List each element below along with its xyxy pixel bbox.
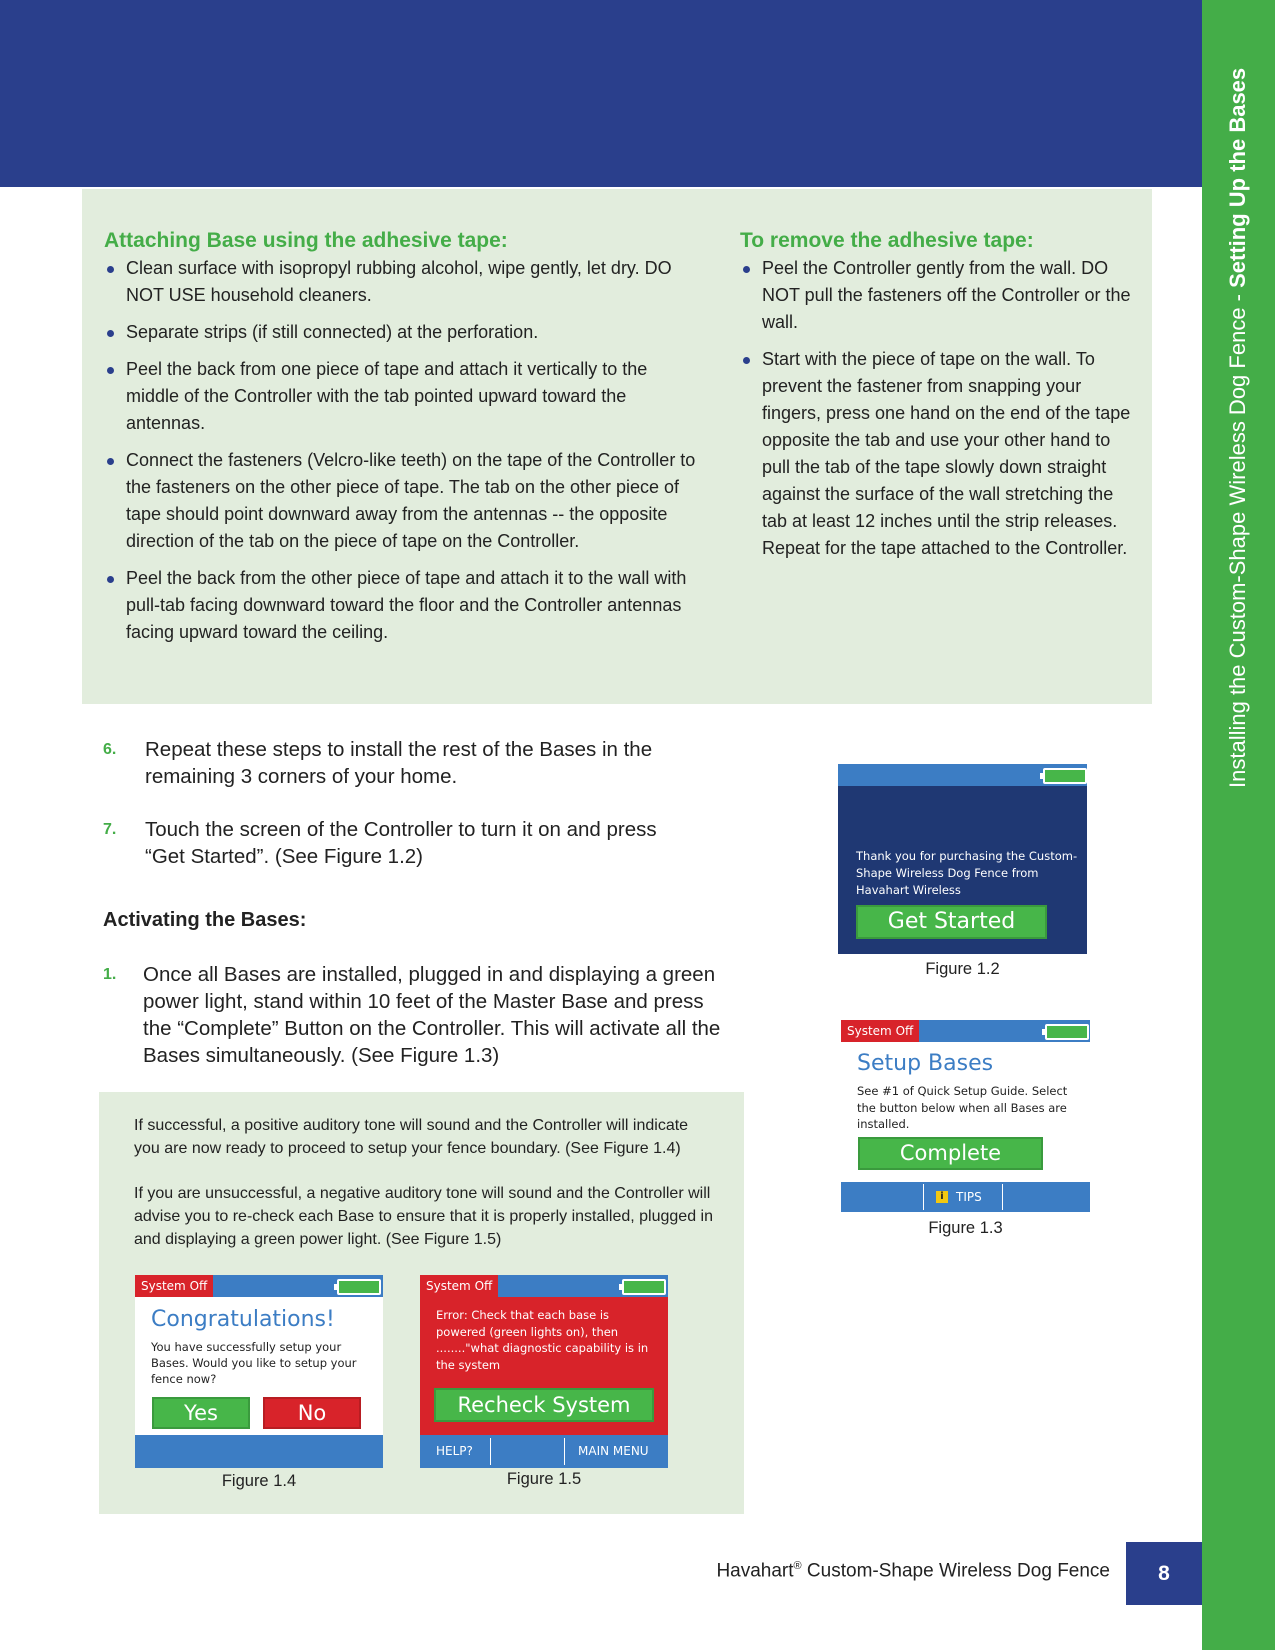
info-icon: i xyxy=(936,1191,948,1203)
attach-column xyxy=(104,229,704,656)
step-number: 1. xyxy=(103,966,117,983)
yes-button[interactable]: Yes xyxy=(152,1397,250,1429)
setup-bases-title: Setup Bases xyxy=(857,1051,994,1076)
divider xyxy=(923,1184,924,1210)
step-number: 7. xyxy=(103,821,117,838)
adhesive-tape-box xyxy=(82,189,1152,704)
failure-note: If you are unsuccessful, a negative auditory tone will sound and the Controller will advise you to re-check each Base to ensure that it is properly installed, plugged in and displaying a green power light. (See Figure 1.5) xyxy=(134,1185,713,1248)
activating-heading: Activating the Bases: xyxy=(103,909,307,931)
figure-1-5-screen xyxy=(420,1275,668,1468)
battery-icon xyxy=(1045,1024,1089,1040)
bottom-bar xyxy=(420,1435,668,1468)
system-off-label: System Off xyxy=(420,1275,498,1297)
footer-product-name: Havahart® Custom-Shape Wireless Dog Fence xyxy=(716,1560,1110,1582)
list-item: Peel the back from one piece of tape and attach it vertically to the middle of the Controller with the tab pointed upward toward the antennas. xyxy=(104,356,704,437)
figure-1-3-screen xyxy=(841,1020,1090,1212)
divider xyxy=(490,1438,491,1465)
system-off-label: System Off xyxy=(841,1020,919,1042)
battery-icon xyxy=(622,1279,666,1295)
bottom-bar xyxy=(841,1182,1090,1212)
thank-you-message: Thank you for purchasing the Custom-Shape Wireless Dog Fence from Havahart Wireless xyxy=(856,849,1078,897)
step-text: Touch the screen of the Controller to turn it on and press “Get Started”. (See Figure 1.2) xyxy=(145,818,657,868)
list-item: Connect the fasteners (Velcro-like teeth) on the tape of the Controller to the fasteners on the other piece of tape. The tab on the other piece of tape should point downward away from the antennas -- the opposite direction of the tab on the piece of tape on the Controller. xyxy=(104,447,704,555)
figure-1-4-screen xyxy=(135,1275,383,1468)
remove-column xyxy=(740,229,1140,572)
top-header-band xyxy=(0,0,1202,187)
battery-icon xyxy=(337,1279,381,1295)
get-started-button[interactable]: Get Started xyxy=(856,905,1047,939)
list-item: Start with the piece of tape on the wall. To prevent the fastener from snapping your fingers, press one hand on the end of the tape opposite the tab and use your other hand to pull the tab of the tape slowly down straight against the surface of the wall stretching the tab at least 12 inches until the strip releases. Repeat for the tape attached to the Controller. xyxy=(740,346,1140,562)
bottom-bar xyxy=(135,1435,383,1468)
figure-1-2-caption: Figure 1.2 xyxy=(925,960,1000,978)
no-button[interactable]: No xyxy=(263,1397,361,1429)
setup-bases-body: See #1 of Quick Setup Guide. Select the button below when all Bases are installed. xyxy=(857,1084,1068,1131)
remove-list xyxy=(740,255,1140,562)
result-note-box xyxy=(99,1092,744,1514)
figure-1-5-caption: Figure 1.5 xyxy=(506,1470,582,1488)
attach-list xyxy=(104,255,704,646)
recheck-system-button[interactable]: Recheck System xyxy=(434,1388,654,1422)
list-item: Peel the Controller gently from the wall. DO NOT pull the fasteners off the Controller or the wall. xyxy=(740,255,1140,336)
error-message: Error: Check that each base is powered (green lights on), then ........"what diagnostic capability is in the system xyxy=(436,1308,649,1372)
page-number: 8 xyxy=(1126,1542,1202,1605)
side-section-label: Installing the Custom-Shape Wireless Dog Fence - Setting Up the Bases xyxy=(1225,67,1250,788)
divider xyxy=(564,1438,565,1465)
tips-button[interactable]: TIPS xyxy=(956,1190,982,1204)
system-off-label: System Off xyxy=(135,1275,213,1297)
complete-button[interactable]: Complete xyxy=(858,1137,1043,1170)
step-text: Repeat these steps to install the rest of the Bases in the remaining 3 corners of your home. xyxy=(145,738,653,788)
figure-1-3-caption: Figure 1.3 xyxy=(928,1219,1003,1237)
step-number: 6. xyxy=(103,741,117,758)
figure-1-4-caption: Figure 1.4 xyxy=(221,1472,297,1490)
list-item: Separate strips (if still connected) at the perforation. xyxy=(104,319,704,346)
main-menu-button[interactable]: MAIN MENU xyxy=(578,1444,649,1458)
congrats-title: Congratulations! xyxy=(151,1307,335,1332)
success-note: If successful, a positive auditory tone will sound and the Controller will indicate you are now ready to proceed to setup your fence boundary. (See Figure 1.4) xyxy=(134,1117,689,1157)
congrats-body: You have successfully setup your Bases. Would you like to setup your fence now? xyxy=(151,1340,357,1386)
list-item: Clean surface with isopropyl rubbing alcohol, wipe gently, let dry. DO NOT USE household cleaners. xyxy=(104,255,704,309)
attach-heading: Attaching Base using the adhesive tape: xyxy=(104,229,508,252)
divider xyxy=(1002,1184,1003,1210)
figure-1-2-screen xyxy=(838,764,1087,954)
battery-icon xyxy=(1043,768,1087,784)
step-text: Once all Bases are installed, plugged in and displaying a green power light, stand within 10 feet of the Master Base and press the “Complete” Button on the Controller. This will activate all the Bases simultaneously. (See Figure 1.3) xyxy=(143,963,721,1067)
list-item: Peel the back from the other piece of tape and attach it to the wall with pull-tab facing downward toward the floor and the Controller antennas facing upward toward the ceiling. xyxy=(104,565,704,646)
remove-heading: To remove the adhesive tape: xyxy=(740,229,1034,252)
help-button[interactable]: HELP? xyxy=(436,1444,473,1458)
